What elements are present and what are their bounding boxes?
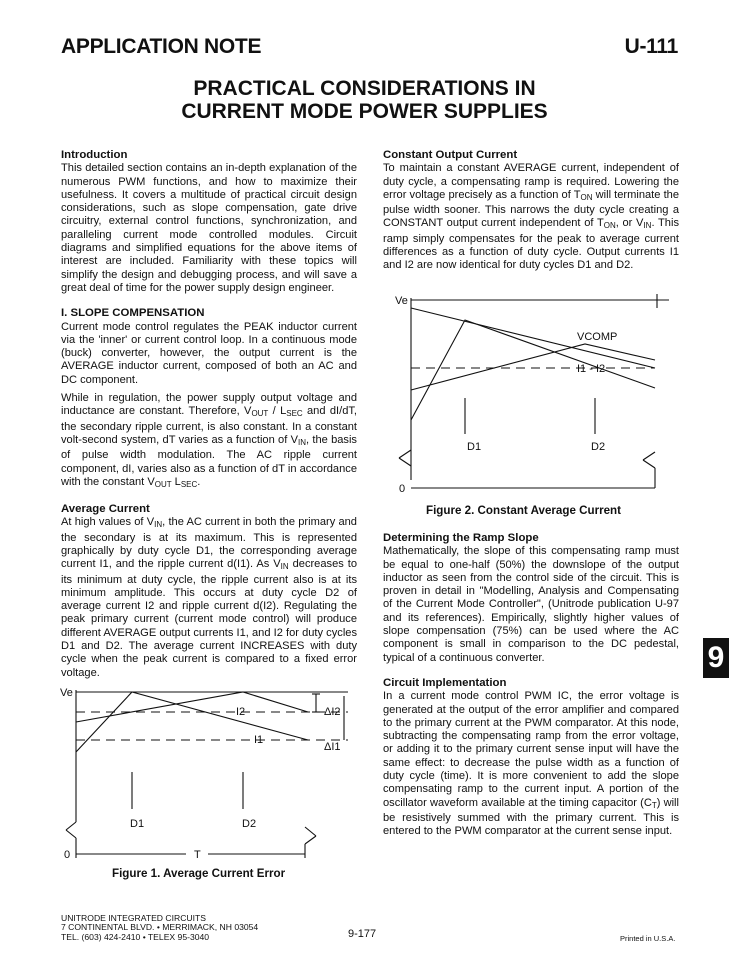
fig1-zero-label: 0 [64, 849, 71, 861]
circuit-implementation-text: In a current mode control PWM IC, the error voltage is generated at the output of the error amplifier and compared to the primary current at the PWM comparator. At this node, subtracting the compensating ramp from the error voltage, or adding it to the primary current sense input will have the same effect: to decrease the pulse width as a function of duty cycle (time). It is more convenient to add the slope compensating ramp to the current input. A portion of the oscillator waveform available at the timing capacitor $(C_T)$ will be resistively summed with the primary current. This is entered to the PWM comparator at the current sense input. [383, 690, 679, 838]
fig2-d2-label: D2 [591, 441, 606, 453]
fig2-zero-label: 0 [399, 483, 406, 495]
title-line1: PRACTICAL CONSIDERATIONS IN [193, 77, 536, 100]
footer-address [61, 914, 258, 942]
figure1-caption: Figure 1. Average Current Error [112, 867, 286, 880]
average-current-heading: Average Current [61, 503, 150, 516]
fig1-ve-label: Ve [60, 687, 73, 699]
fig1-delta-i2-label: ΔI2 [324, 706, 341, 718]
average-current-text: At high values of $V_{IN}$, the AC current in both the primary and the secondary is at its maximum. This is represented graphically by duty cycle D1, the corresponding average current I1, and the ripple current d(I1). As $V_{IN}$ decreases to its minimum at duty cycle, the ripple current also is at its minimum amplitude. This occurs at duty cycle D2 of average current I2 and ripple current d(I2). Regulating the peak primary current (current mode control) will produce different AVERAGE output currents I1, and I2 for duty cycles D1 and D2. The average current INCREASES with duty cycle when the peak current is compared to a fixed error voltage. [61, 516, 357, 679]
figure2-diagram [385, 290, 675, 496]
fig1-d2-label: D2 [242, 818, 257, 830]
fig1-i2-label: I2 [236, 706, 246, 718]
slope-heading: I. SLOPE COMPENSATION [61, 307, 205, 320]
constant-output-text: To maintain a constant AVERAGE current, independent of duty cycle, a compensating ramp is required. Lowering the error voltage precisely as a function of $T_{ON}$ will terminate the pulse width sooner. This narrows the duty cycle creating a CONSTANT output current independent of $T_{ON}$, or $V_{IN}$. This ramp simply compensates for the peak to average current differences as a function of duty cycle. Output currents I1 and I2 are now identical for duty cycles D1 and D2. [383, 162, 679, 272]
slope-paragraph-2: While in regulation, the power supply output voltage and inductance are constant. Therefore, $V_{OUT} / L_{SEC}$ and dI/dT, the secondary ripple current, is also constant. In a constant volt-second system, dT varies as a function of $V_{IN}$, the basis of pulse width modulation. The AC ripple current component, dI, varies also as a function of dT in accordance with the constant $V_{OUT}$ $L_{SEC}$. [61, 392, 357, 489]
fig1-waveform-d2 [76, 692, 308, 722]
ramp-slope-heading: Determining the Ramp Slope [383, 532, 539, 544]
fig1-d1-label: D1 [130, 818, 145, 830]
fig2-ve-label: Ve [395, 295, 408, 307]
right-column-top [383, 149, 679, 278]
fig1-i1-label: I1 [254, 734, 264, 746]
fig2-vcomp-label: VCOMP [577, 331, 618, 343]
fig2-i1-i2-label: I1 - I2 [577, 363, 606, 375]
circuit-implementation-heading: Circuit Implementation [383, 676, 507, 689]
constant-output-heading: Constant Output Current [383, 149, 518, 161]
figure1-diagram [58, 682, 358, 862]
section-tab: 9 [703, 638, 729, 678]
fig2-vcomp-line [411, 308, 655, 368]
figure2-caption: Figure 2. Constant Average Current [426, 504, 621, 517]
fig2-waveform-d2 [411, 344, 655, 390]
fig2-d1-label: D1 [467, 441, 482, 453]
ramp-slope-text: Mathematically, the slope of this compensating ramp must be equal to one-half (50%) the downslope of the output inductor as seen from the control side of the circuit. This is proven in detail in "Modelling, Analysis and Compensating of the Current Mode Controller", (Unitrode publication U-97 and its references). Empirically, slightly higher values of slope compensation (75%) can be used where the AC component is small in comparison to the DC pedestal, typical of a continuous converter. [383, 545, 679, 664]
footer-company: UNITRODE INTEGRATED CIRCUITS [61, 913, 206, 923]
title-line2: CURRENT MODE POWER SUPPLIES [181, 100, 548, 123]
printed-note: Printed in U.S.A. [620, 934, 676, 943]
header-right: U-111 [624, 35, 678, 58]
fig1-delta-i1-label: ΔI1 [324, 741, 341, 753]
fig1-t-label: T [194, 849, 201, 861]
fig2-waveform-d1 [411, 320, 655, 420]
intro-heading: Introduction [61, 149, 128, 161]
right-column-bottom [383, 532, 679, 844]
header-left: APPLICATION NOTE [61, 35, 262, 58]
footer-street: 7 CONTINENTAL BLVD. • MERRIMACK, NH 03054 [61, 922, 259, 933]
slope-paragraph-1: Current mode control regulates the PEAK inductor current via the 'inner' or current control loop. In a continuous mode (buck) converter, however, the output current is the AVERAGE inductor current, composed of both an AC and DC component. [61, 320, 357, 386]
footer-phone: TEL. (603) 424-2410 • TELEX 95-3040 [61, 931, 210, 942]
left-column [61, 149, 357, 685]
page-number: 9-177 [348, 928, 377, 940]
intro-text: This detailed section contains an in-depth explanation of the numerous PWM functions, and how to maximize their usefulness. It covers a multitude of practical circuit design considerations, such as slope compensation, gate drive circuitry, external control functions, synchronization, and paralleling current mode controlled modules. Circuit diagrams and simplified equations for the above items of interest are included. Familiarity with these topics will simplify the design and debugging process, and will save a great deal of time for the power supply design engineer. [61, 162, 357, 294]
